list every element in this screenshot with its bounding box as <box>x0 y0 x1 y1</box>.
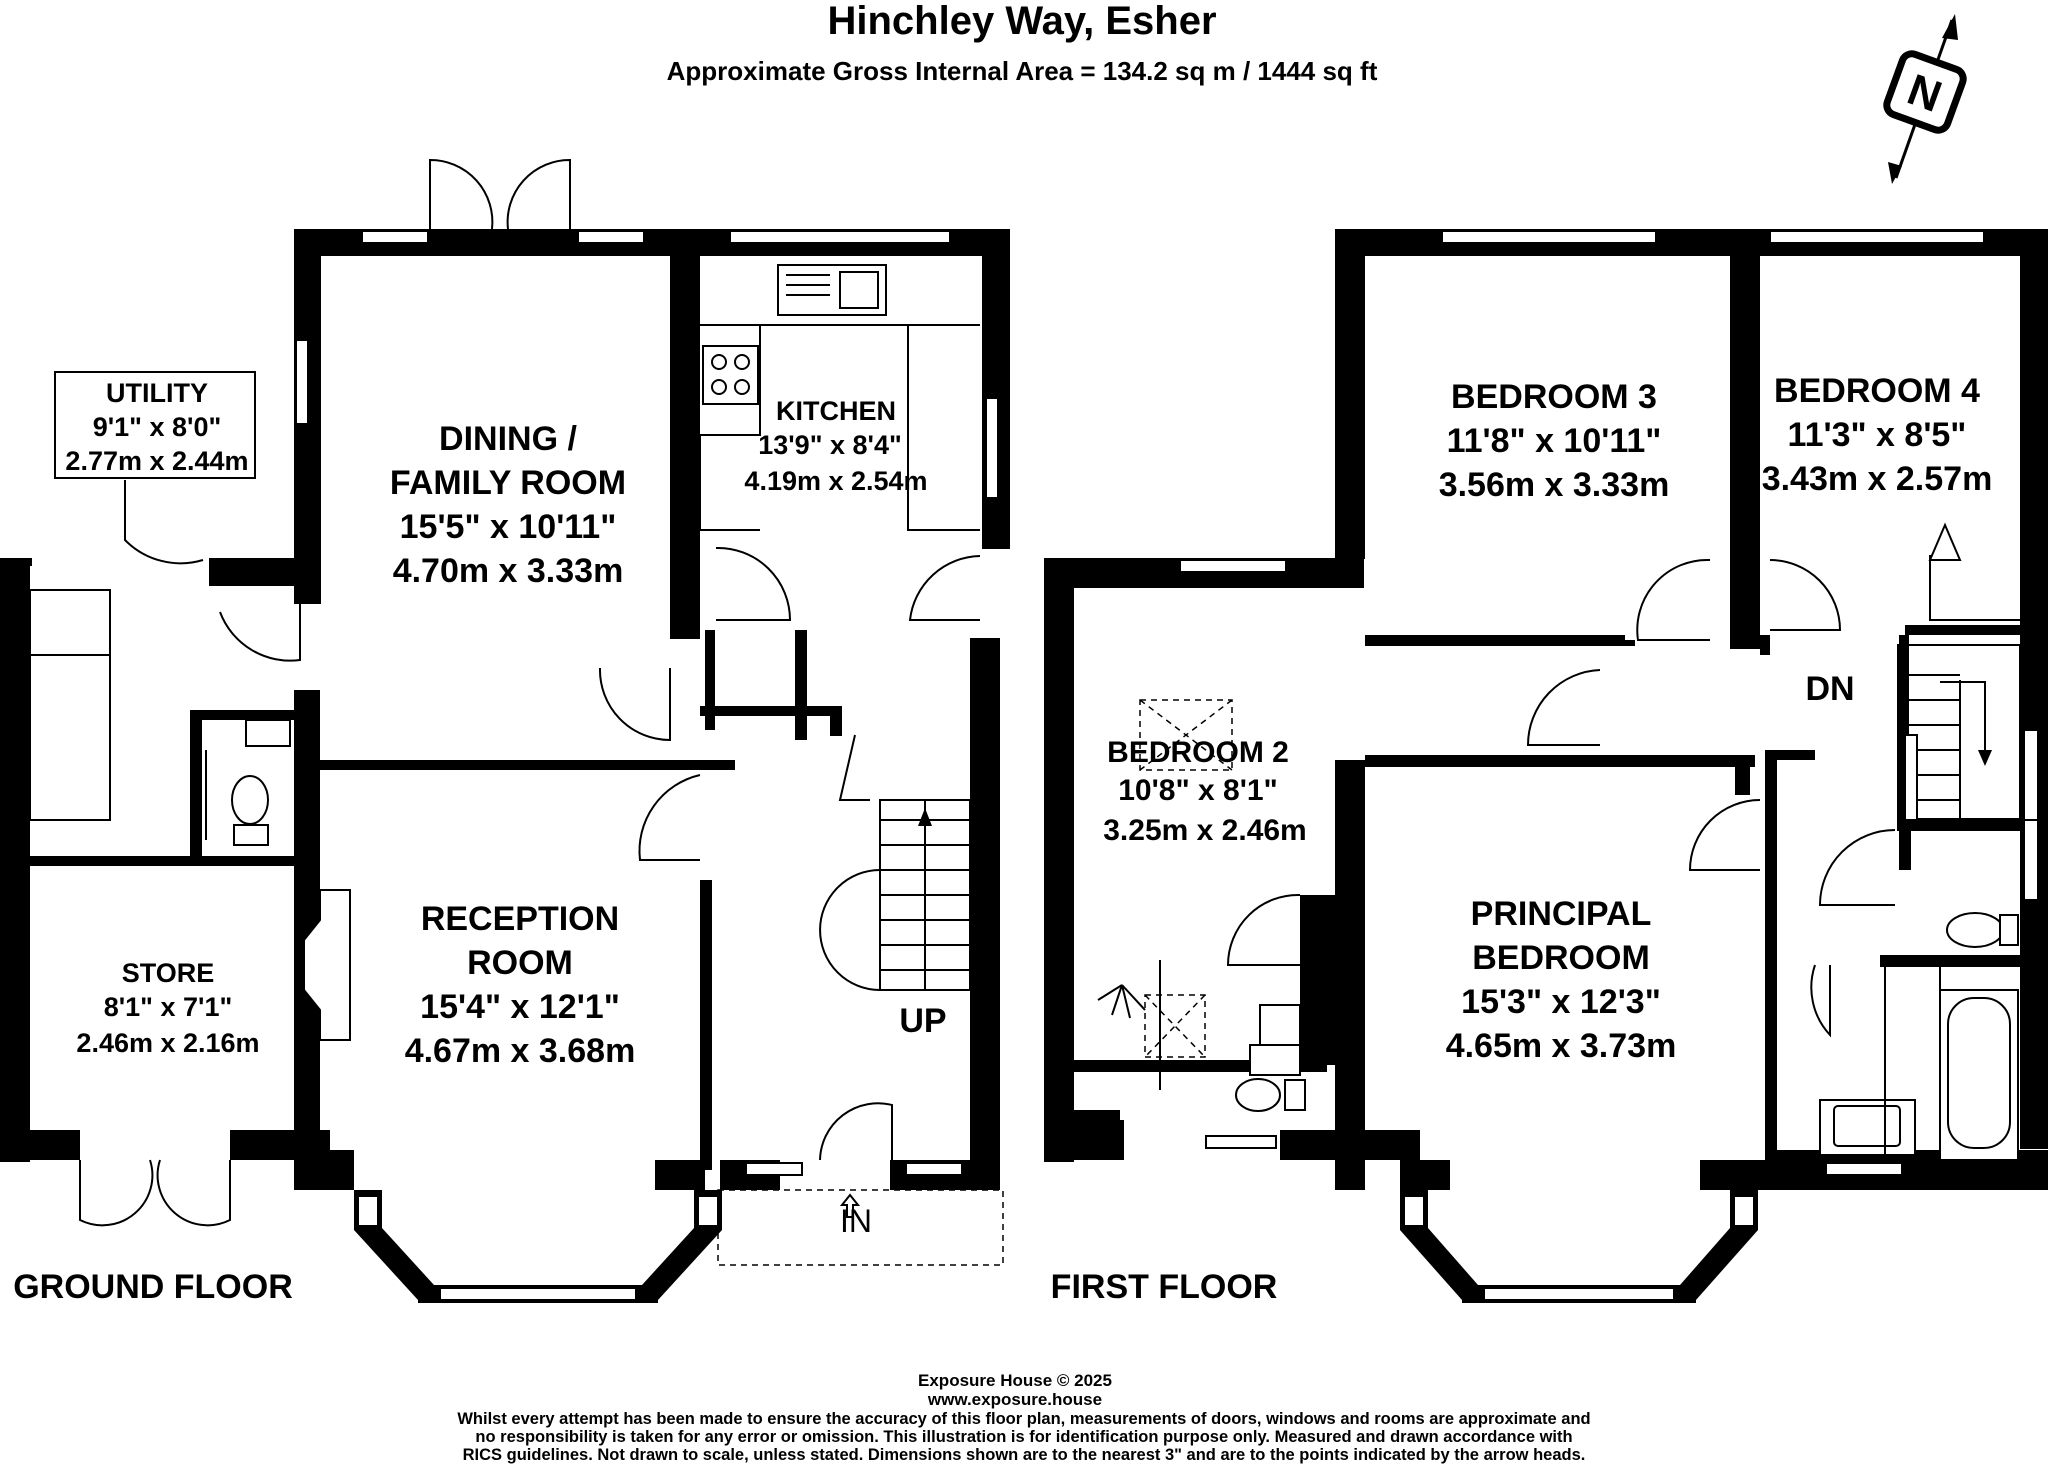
svg-text:4.70m x 3.33m: 4.70m x 3.33m <box>392 552 624 590</box>
footer-disclaimer-1: Whilst every attempt has been made to ensure the accuracy of this floor plan, measurements of doors, windows and rooms are approximate and <box>457 1410 1591 1428</box>
svg-text:PRINCIPAL: PRINCIPAL <box>1470 895 1652 933</box>
footer-website: www.exposure.house <box>927 1390 1103 1409</box>
ground-floor-label: GROUND FLOOR <box>13 1268 293 1306</box>
ground-floor-plan <box>0 160 1010 1303</box>
svg-text:STORE: STORE <box>121 958 215 988</box>
compass-label: N <box>1901 64 1948 122</box>
sink-icon <box>778 265 886 315</box>
svg-text:8'1" x 7'1": 8'1" x 7'1" <box>103 992 233 1022</box>
svg-text:BEDROOM: BEDROOM <box>1472 939 1650 977</box>
svg-text:10'8" x 8'1": 10'8" x 8'1" <box>1118 774 1278 807</box>
svg-text:15'3" x 12'3": 15'3" x 12'3" <box>1461 983 1661 1021</box>
svg-text:9'1" x 8'0": 9'1" x 8'0" <box>92 412 222 442</box>
plan-title: Hinchley Way, Esher <box>827 0 1217 43</box>
first-floor-label: FIRST FLOOR <box>1050 1268 1278 1306</box>
room-label-store <box>76 958 259 1058</box>
room-label-bedroom-4 <box>1762 372 1993 498</box>
svg-text:11'3" x 8'5": 11'3" x 8'5" <box>1787 416 1967 454</box>
svg-text:3.43m x 2.57m: 3.43m x 2.57m <box>1761 460 1993 498</box>
svg-text:2.77m x 2.44m: 2.77m x 2.44m <box>65 446 249 476</box>
room-label-dining <box>390 420 626 590</box>
stairs-up-label: UP <box>899 1002 947 1040</box>
room-label-bedroom-3 <box>1439 378 1670 504</box>
svg-text:BEDROOM 4: BEDROOM 4 <box>1774 372 1980 410</box>
svg-text:4.19m x 2.54m: 4.19m x 2.54m <box>744 466 928 496</box>
plan-subtitle: Approximate Gross Internal Area = 134.2 sq m / 1444 sq ft <box>666 56 1378 86</box>
footer-disclaimer-2: no responsibility is taken for any error or omission. This illustration is for identification purpose only. Measured and drawn accordance with <box>475 1428 1573 1446</box>
footer-copyright: Exposure House © 2025 <box>918 1371 1112 1390</box>
bath-icon <box>1940 990 2018 1160</box>
svg-text:3.25m x 2.46m: 3.25m x 2.46m <box>1103 814 1307 847</box>
svg-text:BEDROOM 3: BEDROOM 3 <box>1451 378 1657 416</box>
svg-text:3.56m x 3.33m: 3.56m x 3.33m <box>1438 466 1670 504</box>
room-label-principal-bedroom <box>1446 895 1677 1065</box>
stairs-down-label: DN <box>1805 670 1855 708</box>
staircase-icon <box>820 800 970 990</box>
svg-text:4.67m x 3.68m: 4.67m x 3.68m <box>404 1032 636 1070</box>
staircase-down-icon <box>1898 645 2020 830</box>
toilet-icon <box>232 776 268 845</box>
svg-text:UTILITY: UTILITY <box>106 378 208 408</box>
north-arrow-icon <box>1884 14 1966 184</box>
svg-text:2.46m x 2.16m: 2.46m x 2.16m <box>76 1028 260 1058</box>
room-label-bedroom-2 <box>1103 736 1306 847</box>
entrance-label: IN <box>840 1203 872 1239</box>
svg-text:RECEPTION: RECEPTION <box>420 900 620 938</box>
room-label-reception <box>405 900 636 1070</box>
svg-text:FAMILY ROOM: FAMILY ROOM <box>389 464 627 502</box>
svg-text:DINING /: DINING / <box>439 420 577 458</box>
svg-text:13'9" x 8'4": 13'9" x 8'4" <box>758 430 902 460</box>
svg-text:15'5" x 10'11": 15'5" x 10'11" <box>399 508 617 546</box>
svg-text:11'8" x 10'11": 11'8" x 10'11" <box>1446 422 1662 460</box>
svg-text:KITCHEN: KITCHEN <box>776 396 896 426</box>
svg-text:ROOM: ROOM <box>467 944 573 982</box>
svg-text:4.65m x 3.73m: 4.65m x 3.73m <box>1445 1027 1677 1065</box>
footer-disclaimer-3: RICS guidelines. Not drawn to scale, unless stated. Dimensions shown are to the nearest 3" and are to the points indicated by the arrow heads. <box>462 1446 1586 1464</box>
hob-icon <box>703 346 758 404</box>
svg-text:15'4" x 12'1": 15'4" x 12'1" <box>420 988 620 1026</box>
room-label-kitchen <box>744 396 927 496</box>
room-label-utility <box>55 372 255 478</box>
svg-text:BEDROOM 2: BEDROOM 2 <box>1107 736 1289 769</box>
